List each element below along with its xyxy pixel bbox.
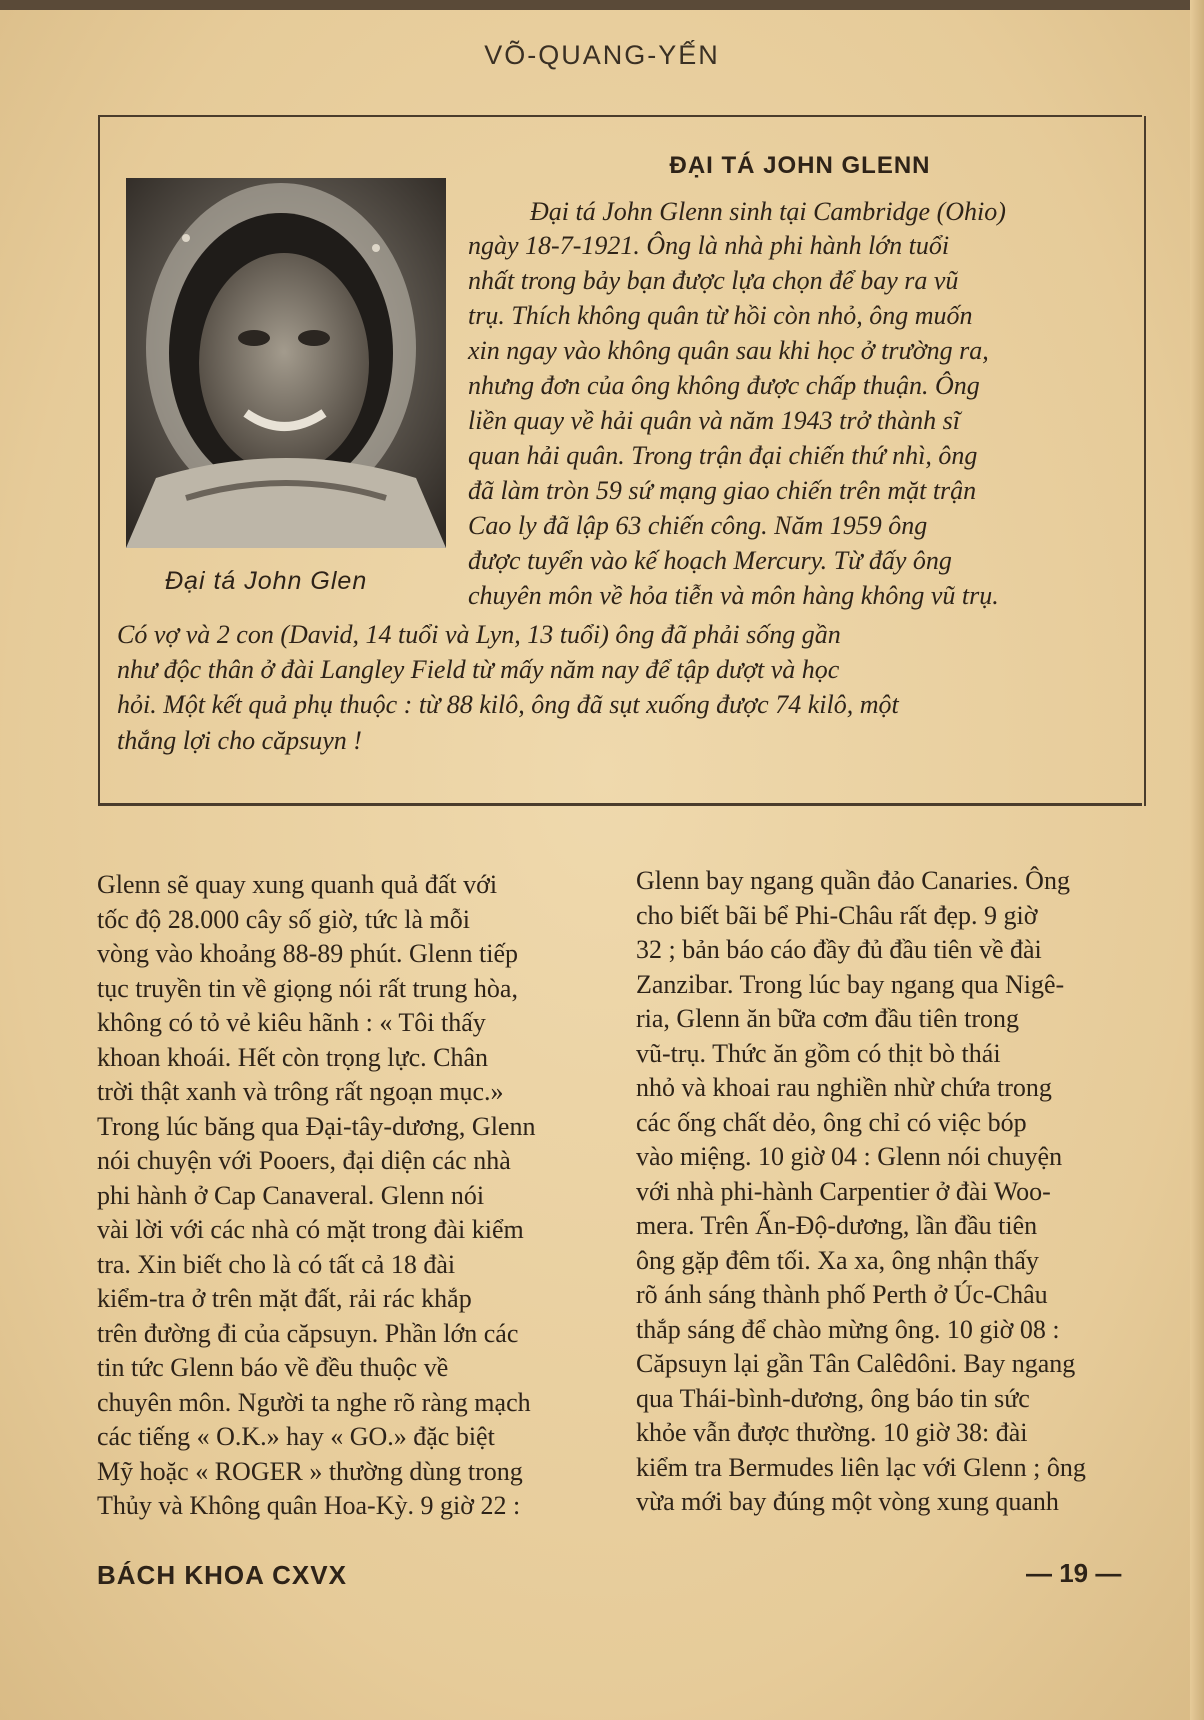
column-line: vòng vào khoảng 88-89 phút. Glenn tiếp [97,939,518,968]
column-line: 32 ; bản báo cáo đầy đủ đầu tiên về đài [636,935,1042,964]
column-line: chuyên môn. Người ta nghe rõ ràng mạch [97,1387,531,1417]
bio-line: nhất trong bảy bạn được lựa chọn để bay ra vũ [468,266,959,295]
column-line: Trong lúc băng qua Đại-tây-dương, Glenn [97,1111,536,1141]
column-line: nói chuyện với Pooers, đại diện các nhà [97,1146,511,1175]
bio-line: Có vợ và 2 con (David, 14 tuổi và Lyn, 13 tuổi) ông đã phải sống gần [117,620,841,649]
page-header: VÕ-QUANG-YẾN [484,40,720,70]
column-line: Glenn sẽ quay xung quanh quả đất với [97,870,498,899]
bio-line: ngày 18-7-1921. Ông là nhà phi hành lớn tuổi [468,231,950,260]
photo-caption: Đại tá John Glen [165,567,368,595]
bio-line: được tuyển vào kế hoạch Mercury. Từ đấy ông [468,546,952,575]
column-line: Thủy và Không quân Hoa-Kỳ. 9 giờ 22 : [97,1491,521,1520]
column-line: khỏe vẫn được thường. 10 giờ 38: đài [636,1418,1028,1447]
bio-line: hỏi. Một kết quả phụ thuộc : từ 88 kilô, ông đã sụt xuống được 74 kilô, một [117,690,899,719]
column-line: vài lời với các nhà có mặt trong đài kiểm [97,1215,524,1244]
bio-line: Cao ly đã lập 63 chiến công. Năm 1959 ông [468,511,928,540]
column-line: Glenn bay ngang quần đảo Canaries. Ông [636,866,1070,895]
astronaut-photo [126,178,446,548]
column-line: kiểm-tra ở trên mặt đất, rải rác khắp [97,1284,472,1313]
column-line: với nhà phi-hành Carpentier ở đài Woo- [636,1176,1051,1206]
bio-line: thắng lợi cho căpsuyn ! [117,726,362,755]
column-line: tục truyền tin về giọng nói rất trung hòa, [97,973,518,1003]
column-line: vũ-trụ. Thức ăn gồm có thịt bò thái [636,1038,1001,1068]
column-line: Mỹ hoặc « ROGER » thường dùng trong [97,1456,523,1486]
column-line: Zanzibar. Trong lúc bay ngang qua Nigê- [636,969,1065,999]
column-line: cho biết bãi bể Phi-Châu rất đẹp. 9 giờ [636,900,1038,930]
column-line: phi hành ở Cap Canaveral. Glenn nói [97,1180,485,1210]
column-line: nhỏ và khoai rau nghiền nhừ chứa trong [636,1073,1052,1102]
column-line: ông gặp đêm tối. Xa xa, ông nhận thấy [636,1245,1039,1275]
column-line: trên đường đi của căpsuyn. Phần lớn các [97,1318,519,1348]
column-line: tra. Xin biết cho là có tất cả 18 đài [97,1249,456,1279]
column-line: trời thật xanh và trông rất ngoạn mục.» [97,1077,504,1106]
bio-line: chuyên môn về hỏa tiễn và môn hàng không vũ trụ. [468,581,999,610]
column-line: khoan khoái. Hết còn trọng lực. Chân [97,1042,489,1072]
column-line: Căpsuyn lại gần Tân Calêdôni. Bay ngang [636,1349,1076,1378]
box-title: ĐẠI TÁ JOHN GLENN [669,152,931,179]
column-line: vừa mới bay đúng một vòng xung quanh [636,1487,1059,1516]
footer-publication: BÁCH KHOA CXVX [97,1560,347,1590]
page-right-edge [1190,0,1204,1720]
column-line: mera. Trên Ấn-Độ-dương, lần đầu tiên [636,1211,1038,1240]
column-line: rõ ánh sáng thành phố Perth ở Úc-Châu [636,1280,1048,1309]
bio-line: đã làm tròn 59 sứ mạng giao chiến trên mặt trận [468,476,977,505]
bio-line: nhưng đơn của ông không được chấp thuận. Ông [468,371,980,400]
column-line: vào miệng. 10 giờ 04 : Glenn nói chuyện [636,1142,1063,1171]
column-line: qua Thái-bình-dương, ông báo tin sức [636,1383,1030,1413]
bio-line: xin ngay vào không quân sau khi học ở trường ra, [468,336,989,365]
column-line: ria, Glenn ăn bữa cơm đầu tiên trong [636,1004,1020,1033]
column-line: tốc độ 28.000 cây số giờ, tức là mỗi [97,904,471,934]
bio-line: quan hải quân. Trong trận đại chiến thứ nhì, ông [468,441,978,470]
bio-line: liền quay về hải quân và năm 1943 trở thành sĩ [468,406,960,435]
column-line: thắp sáng để chào mừng ông. 10 giờ 08 : [636,1314,1060,1344]
column-line: các tiếng « O.K.» hay « GO.» đặc biệt [97,1422,495,1451]
page-top-edge [0,0,1204,10]
bio-line: như độc thân ở đài Langley Field từ mấy năm nay để tập dượt và học [117,655,840,684]
bio-line: trụ. Thích không quân từ hồi còn nhỏ, ông muốn [468,301,973,330]
box-bottom-rule [98,803,1142,806]
column-line: các ống chất dẻo, ông chỉ có việc bóp [636,1107,1027,1137]
page-number: — 19 — [1026,1558,1122,1588]
column-line: kiểm tra Bermudes liên lạc với Glenn ; ông [636,1452,1086,1482]
column-line: không có tỏ vẻ kiêu hãnh : « Tôi thấy [97,1008,486,1037]
column-line: tin tức Glenn báo về đều thuộc về [97,1353,449,1382]
bio-line: Đại tá John Glenn sinh tại Cambridge (Ohio) [530,197,1006,226]
